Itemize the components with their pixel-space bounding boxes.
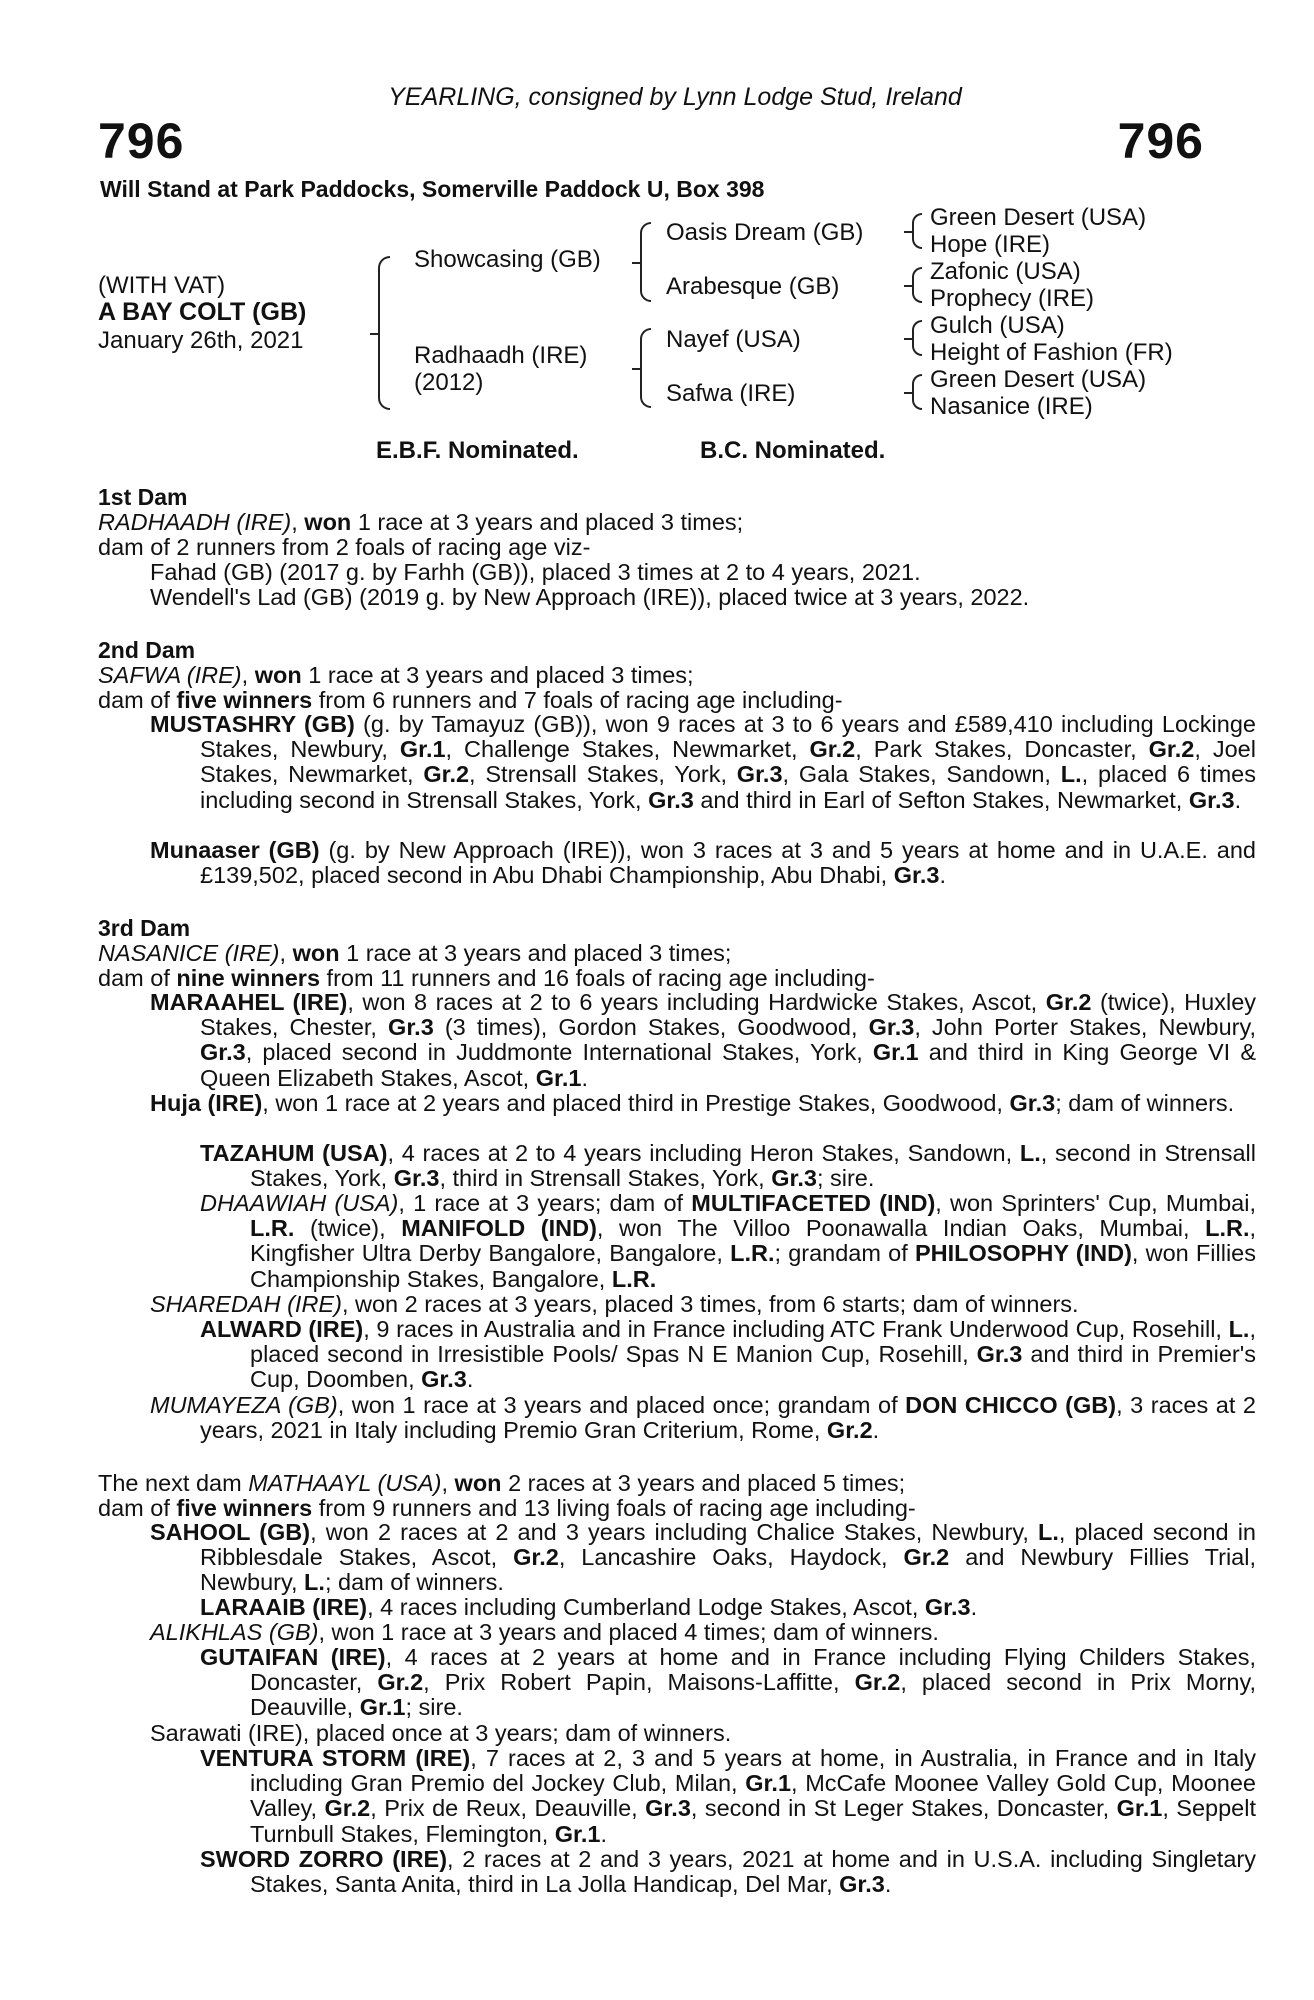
stand-location: Will Stand at Park Paddocks, Somerville Paddock U, Box 398 [100, 176, 765, 202]
nextdam-ventura-storm: VENTURA STORM (IRE), 7 races at 2, 3 and 5 years at home, in Australia, in France and in Italy including Gran Premio del Jockey Club, Milan, Gr.1, McCafe Moonee Valley Gold Cup, Moonee Valley, Gr.2, Prix de Reux, Deauville, Gr.3, second in St Leger Stakes, Doncaster, Gr.1, Seppelt Turnbull Stakes, Flemington, Gr.1. [200, 1745, 1256, 1847]
dam3-heading: 3rd Dam [98, 915, 191, 941]
pedigree-g6: Height of Fashion (FR) [930, 339, 1173, 366]
pedigree-sire-dam: Arabesque (GB) [666, 273, 840, 300]
lot-number-right: 796 [1117, 113, 1204, 169]
pedigree-brace-g2 [912, 267, 922, 303]
horse-name: A BAY COLT (GB) [98, 298, 307, 326]
dam3-maraahel: MARAAHEL (IRE), won 8 races at 2 to 6 years including Hardwicke Stakes, Ascot, Gr.2 (twice), Huxley Stakes, Chester, Gr.3 (3 times), Gordon Stakes, Goodwood, Gr.3, John Porter Stakes, Newbury, Gr.3, placed second in Juddmonte International Stakes, York, Gr.1 and third in King George VI & Queen Elizabeth Stakes, Ascot, Gr.1. [150, 989, 1257, 1091]
consignment-line: YEARLING, consigned by Lynn Lodge Stud, Ireland [388, 83, 962, 111]
lot-number-left: 796 [98, 113, 185, 169]
dam2-heading: 2nd Dam [98, 637, 196, 663]
dam1-line2: dam of 2 runners from 2 foals of racing age viz- [98, 534, 591, 560]
pedigree-g8: Nasanice (IRE) [930, 393, 1093, 420]
dam2-line1: SAFWA (IRE), won 1 race at 3 years and placed 3 times; [98, 662, 694, 688]
nextdam-gutaifan: GUTAIFAN (IRE), 4 races at 2 years at home and in France including Flying Childers Stakes, Doncaster, Gr.2, Prix Robert Papin, Maisons-Laffitte, Gr.2, placed second in Prix Morny, Deauville, Gr.1; sire. [200, 1644, 1256, 1721]
pedigree-g1: Green Desert (USA) [930, 204, 1147, 231]
nextdam-line2: dam of five winners from 9 runners and 13 living foals of racing age including- [98, 1495, 916, 1521]
ebf-nominated: E.B.F. Nominated. [376, 437, 579, 464]
dam2-mustashry: MUSTASHRY (GB) (g. by Tamayuz (GB)), won 9 races at 3 to 6 years and £589,410 including Lockinge Stakes, Newbury, Gr.1, Challenge Stakes, Newmarket, Gr.2, Park Stakes, Doncaster, Gr.2, Joel Stakes, Newmarket, Gr.2, Strensall Stakes, York, Gr.3, Gala Stakes, Sandown, L., placed 6 times including second in Strensall Stakes, York, Gr.3 and third in Earl of Sefton Stakes, Newmarket, Gr.3. [150, 711, 1256, 813]
dam1-heading: 1st Dam [98, 484, 188, 510]
dam3-huja: Huja (IRE), won 1 race at 2 years and placed third in Prestige Stakes, Goodwood, Gr.3; dam of winners. [150, 1090, 1235, 1116]
nextdam-laraaib: LARAAIB (IRE), 4 races including Cumberland Lodge Stakes, Ascot, Gr.3. [200, 1594, 978, 1620]
bc-nominated: B.C. Nominated. [700, 437, 886, 464]
pedigree-g4: Prophecy (IRE) [930, 285, 1095, 312]
pedigree-sire: Showcasing (GB) [414, 246, 601, 273]
pedigree-g7: Green Desert (USA) [930, 366, 1147, 393]
pedigree-brace-sire [640, 222, 651, 302]
nextdam-alikhlas: ALIKHLAS (GB), won 1 race at 3 years and placed 4 times; dam of winners. [150, 1619, 939, 1645]
nextdam-sword-zorro: SWORD ZORRO (IRE), 2 races at 2 and 3 years, 2021 at home and in U.S.A. including Singletary Stakes, Santa Anita, third in La Jolla Handicap, Del Mar, Gr.3. [200, 1846, 1256, 1898]
nextdam-sahool: SAHOOL (GB), won 2 races at 2 and 3 years including Chalice Stakes, Newbury, L., placed second in Ribblesdale Stakes, Ascot, Gr.2, Lancashire Oaks, Haydock, Gr.2 and Newbury Fillies Trial, Newbury, L.; dam of winners. [150, 1519, 1257, 1596]
pedigree-sire-sire: Oasis Dream (GB) [666, 219, 864, 246]
dam1-produce-1: Fahad (GB) (2017 g. by Farhh (GB)), placed 3 times at 2 to 4 years, 2021. [150, 559, 921, 585]
pedigree-dam-dam: Safwa (IRE) [666, 380, 796, 407]
foaling-date: January 26th, 2021 [98, 327, 304, 354]
dam3-alward: ALWARD (IRE), 9 races in Australia and in France including ATC Frank Underwood Cup, Rosehill, L., placed second in Irresistible Pools/ Spas N E Manion Cup, Rosehill, Gr.3 and third in Premier's Cup, Doomben, Gr.3. [200, 1316, 1256, 1393]
pedigree-dam-year: (2012) [414, 369, 484, 396]
pedigree-g5: Gulch (USA) [930, 312, 1065, 339]
dam3-dhaawiah: DHAAWIAH (USA), 1 race at 3 years; dam of MULTIFACETED (IND), won Sprinters' Cup, Mumbai, L.R. (twice), MANIFOLD (IND), won The Villoo Poonawalla Indian Oaks, Mumbai, L.R., Kingfisher Ultra Derby Bangalore, Bangalore, L.R.; grandam of PHILOSOPHY (IND), won Fillies Championship Stakes, Bangalore, L.R. [200, 1190, 1257, 1292]
pedigree-brace-dam [640, 328, 651, 408]
pedigree-dam-sire: Nayef (USA) [666, 326, 801, 353]
pedigree-g3: Zafonic (USA) [930, 258, 1081, 285]
dam1-line1: RADHAADH (IRE), won 1 race at 3 years and placed 3 times; [98, 509, 744, 535]
nextdam-line1: The next dam MATHAAYL (USA), won 2 races at 3 years and placed 5 times; [98, 1470, 906, 1496]
dam2-munaaser: Munaaser (GB) (g. by New Approach (IRE)), won 3 races at 3 and 5 years at home and in U.A.E. and £139,502, placed second in Abu Dhabi Championship, Abu Dhabi, Gr.3. [150, 837, 1257, 889]
dam3-line2: dam of nine winners from 11 runners and 16 foals of racing age including- [98, 965, 875, 991]
pedigree-brace-g1 [912, 213, 922, 249]
pedigree-brace-g3 [912, 320, 922, 356]
dam2-line2: dam of five winners from 6 runners and 7 foals of racing age including- [98, 687, 843, 713]
pedigree-g2: Hope (IRE) [930, 231, 1051, 258]
nextdam-sarawati: Sarawati (IRE), placed once at 3 years; dam of winners. [150, 1720, 732, 1746]
dam3-tazahum: TAZAHUM (USA), 4 races at 2 to 4 years including Heron Stakes, Sandown, L., second in Strensall Stakes, York, Gr.3, third in Strensall Stakes, York, Gr.3; sire. [200, 1140, 1256, 1192]
dam1-produce-2: Wendell's Lad (GB) (2019 g. by New Approach (IRE)), placed twice at 3 years, 2022. [150, 584, 1030, 610]
dam3-line1: NASANICE (IRE), won 1 race at 3 years and placed 3 times; [98, 940, 732, 966]
dam3-sharedah: SHAREDAH (IRE), won 2 races at 3 years, placed 3 times, from 6 starts; dam of winners. [150, 1291, 1079, 1317]
dam3-mumayeza: MUMAYEZA (GB), won 1 race at 3 years and placed once; grandam of DON CHICCO (GB), 3 races at 2 years, 2021 in Italy including Premio Gran Criterium, Rome, Gr.2. [150, 1392, 1257, 1444]
pedigree-dam: Radhaadh (IRE) [414, 342, 588, 369]
vat-note: (WITH VAT) [98, 272, 226, 299]
pedigree-brace-g4 [912, 374, 922, 410]
pedigree-brace-main [378, 256, 390, 410]
